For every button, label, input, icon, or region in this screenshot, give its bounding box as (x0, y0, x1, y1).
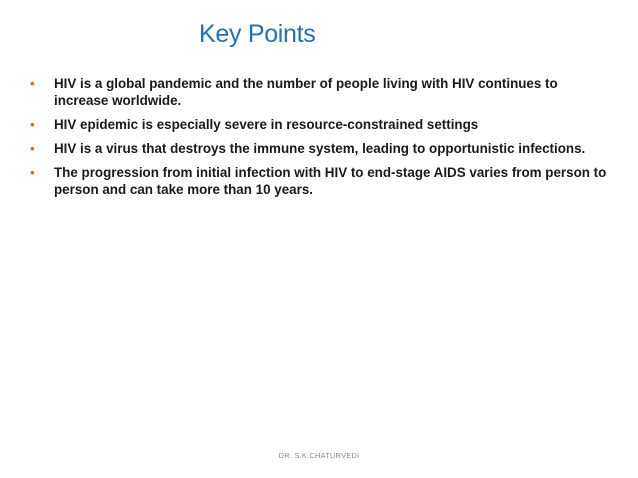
bullet-dot-icon: • (30, 141, 35, 156)
bullet-text: HIV is a virus that destroys the immune system, leading to opportunistic infections. (54, 141, 586, 156)
bullet-text: HIV epidemic is especially severe in resource-constrained settings (54, 117, 479, 132)
bullet-dot-icon: • (30, 165, 35, 180)
bullet-text: The progression from initial infection with HIV to end-stage AIDS varies from person to person and can take more than 10 years. (54, 165, 607, 197)
slide-footer: DR. S.K.CHATURVEDI (278, 451, 360, 460)
bullet-item (30, 140, 610, 157)
bullet-list (30, 75, 610, 205)
bullet-dot-icon: • (30, 117, 35, 132)
bullet-item (30, 164, 610, 198)
bullet-item (30, 75, 610, 109)
bullet-dot-icon: • (30, 76, 35, 91)
bullet-text: HIV is a global pandemic and the number of people living with HIV continues to increase worldwide. (54, 76, 558, 108)
bullet-item (30, 116, 610, 133)
slide-title: Key Points (199, 20, 316, 48)
